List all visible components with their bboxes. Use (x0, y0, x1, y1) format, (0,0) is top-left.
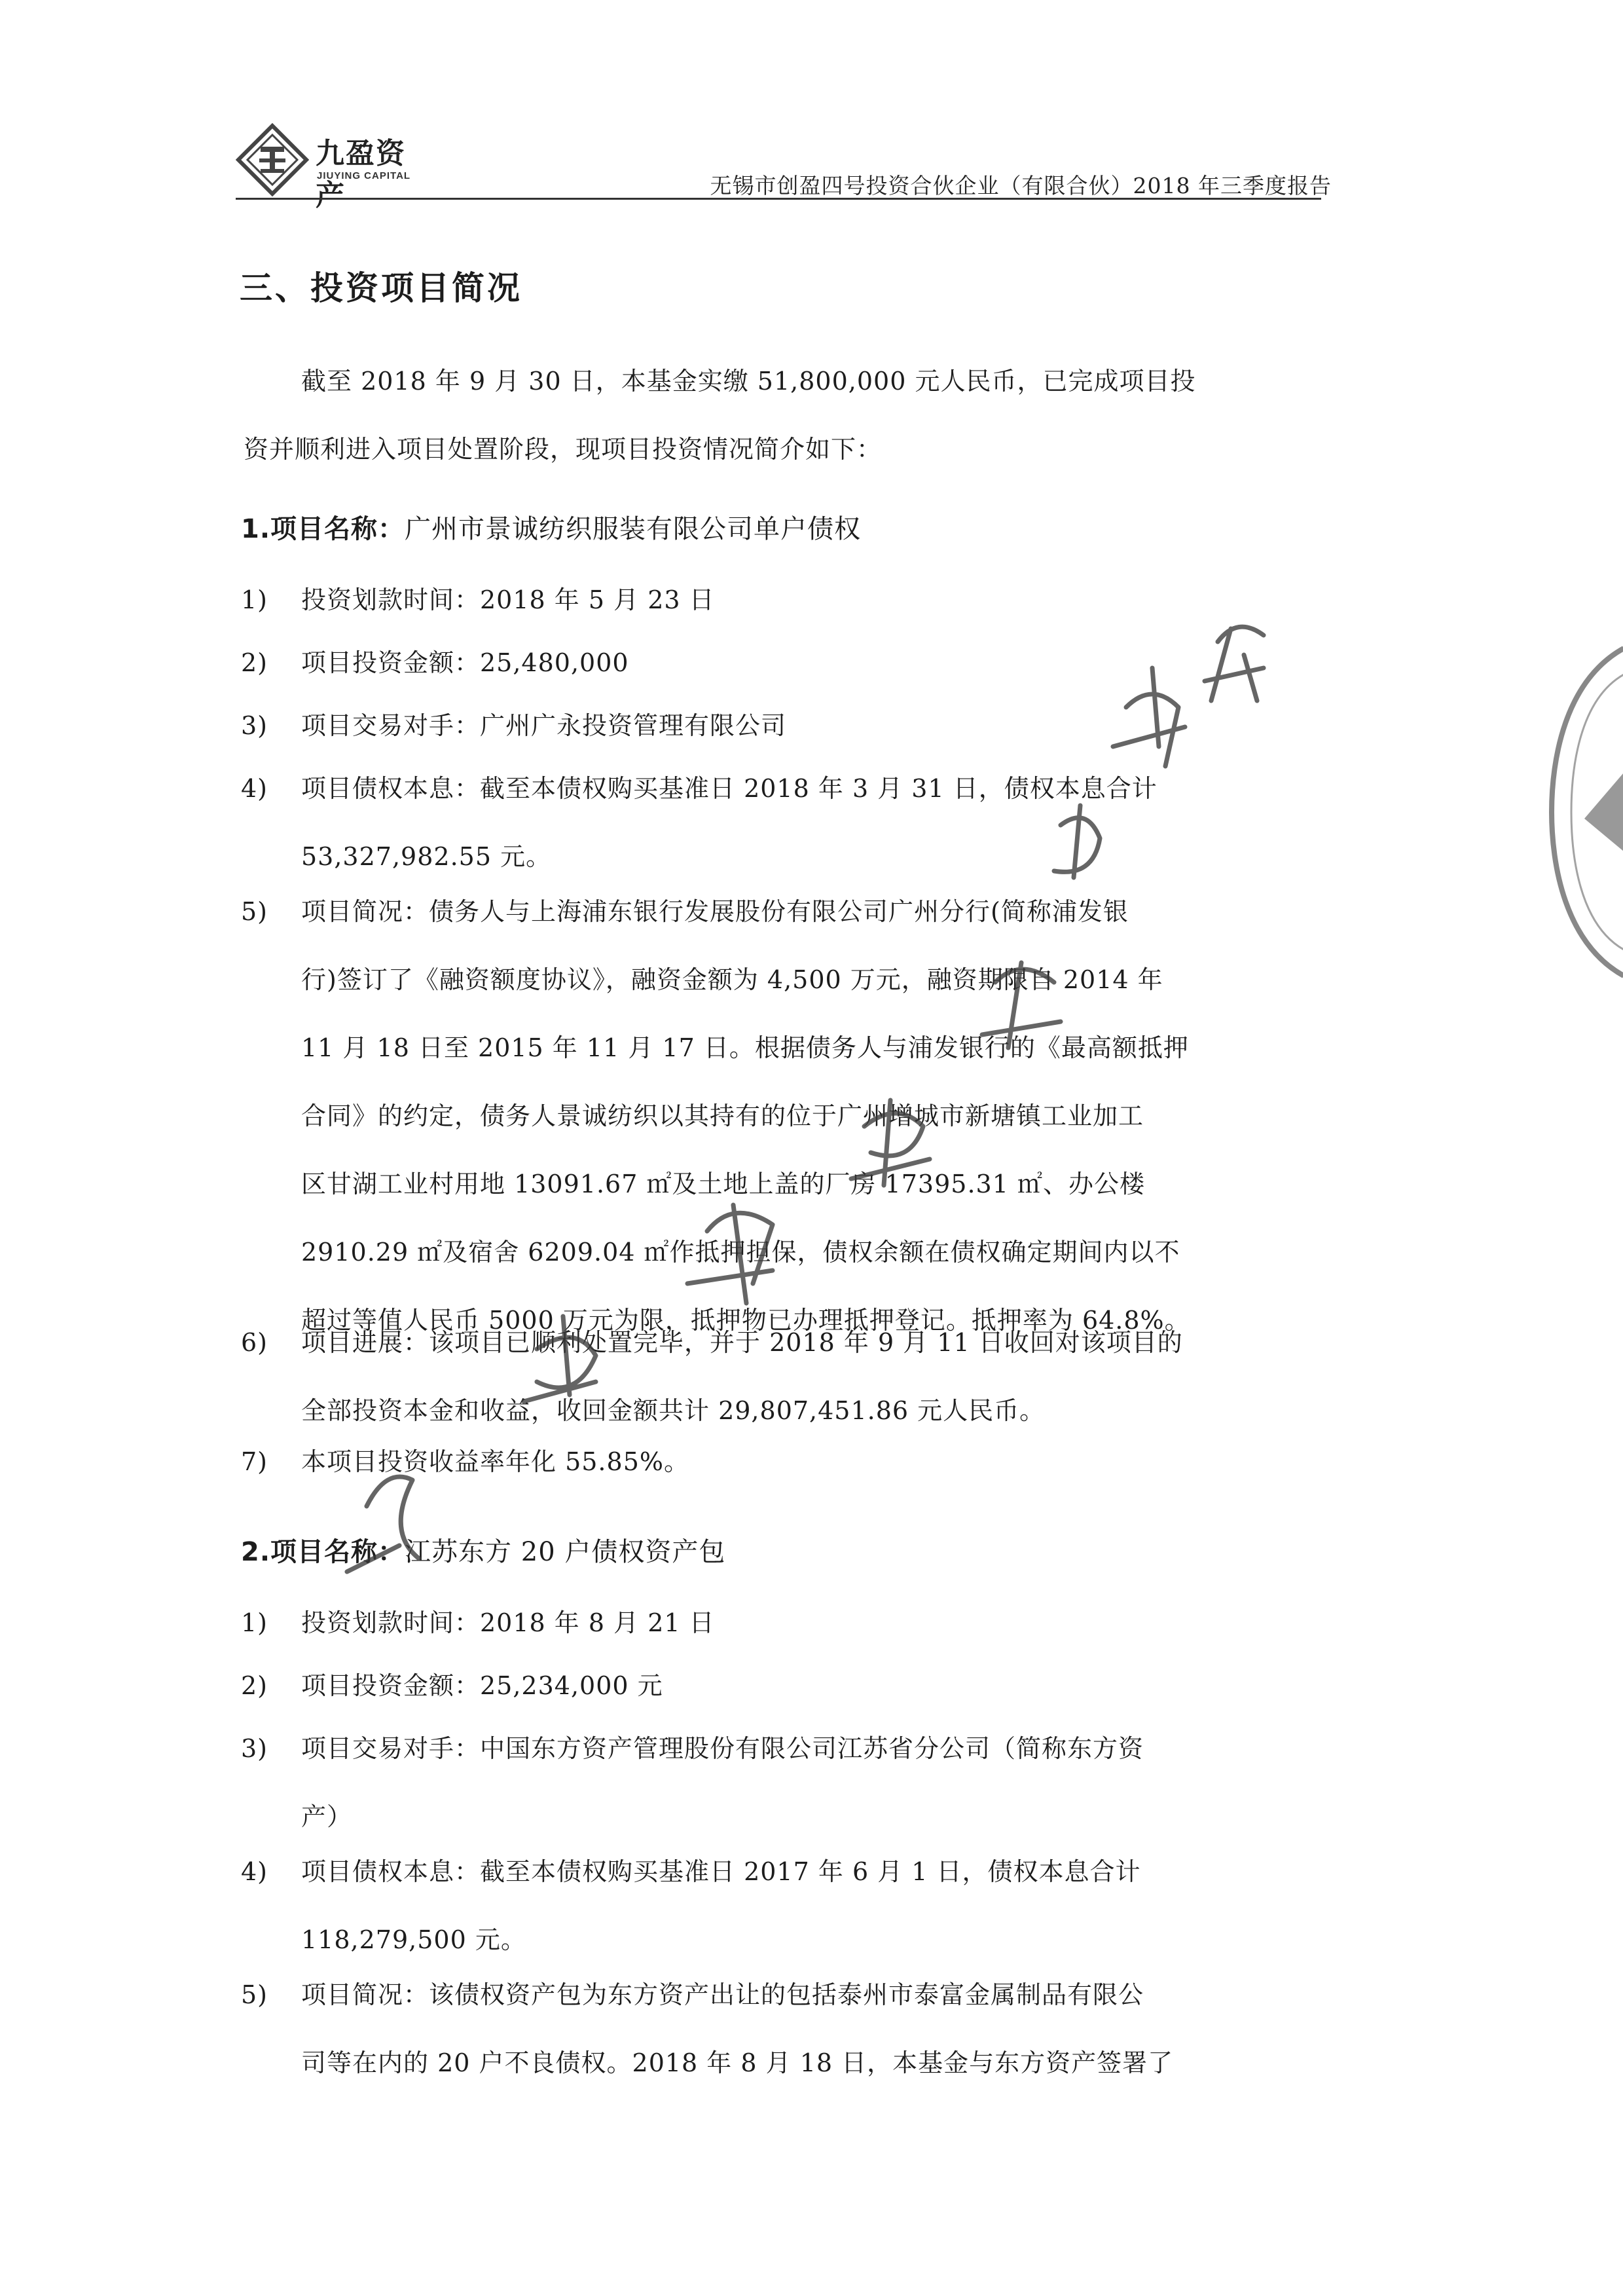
item-line: 项目简况：债务人与上海浦东银行发展股份有限公司广州分行(简称浦发银 (301, 897, 1129, 926)
item-line: 区甘湖工业村用地 13091.67 ㎡及土地上盖的厂房 17395.31 ㎡、办公楼 (301, 1170, 1145, 1198)
item-marker: 1) (241, 585, 268, 614)
item-line: 合同》的约定，债务人景诚纺织以其持有的位于广州增城市新塘镇工业加工 (301, 1102, 1144, 1130)
item-line: 项目投资金额：25,234,000 元 (301, 1671, 663, 1700)
logo-emblem-icon (236, 123, 309, 196)
item-line: 118,279,500 元。 (301, 1925, 526, 1954)
item-marker: 5) (241, 897, 268, 926)
logo-subtitle: JIUYING CAPITAL (317, 170, 411, 181)
project-name: 广州市景诚纺织服装有限公司单户债权 (405, 514, 862, 544)
intro-paragraph (244, 347, 1324, 483)
item-line: 产） (301, 1802, 353, 1831)
item-marker: 1) (241, 1608, 268, 1637)
item-line: 53,327,982.55 元。 (301, 842, 552, 871)
item-line: 项目交易对手：中国东方资产管理股份有限公司江苏省分公司（简称东方资 (301, 1734, 1144, 1763)
item-line: 投资划款时间：2018 年 5 月 23 日 (301, 585, 715, 614)
logo-name: 九盈资产 (316, 137, 406, 212)
header-divider (236, 198, 1321, 200)
item-line: 全部投资本金和收益，收回金额共计 29,807,451.86 元人民币。 (301, 1396, 1046, 1425)
item-line: 司等在内的 20 户不良债权。2018 年 8 月 18 日，本基金与东方资产签署了 (301, 2048, 1174, 2077)
item-line: 项目债权本息：截至本债权购买基准日 2017 年 6 月 1 日，债权本息合计 (301, 1857, 1141, 1886)
seal-fragment (1525, 642, 1623, 982)
item-line: 项目简况：该债权资产包为东方资产出让的包括泰州市泰富金属制品有限公 (301, 1980, 1144, 2009)
item-line: 11 月 18 日至 2015 年 11 月 17 日。根据债务人与浦发银行的《最高额抵押 (301, 1033, 1189, 1062)
company-logo (236, 111, 426, 210)
item-marker: 2) (241, 648, 268, 677)
item-line: 项目进展：该项目已顺利处置完毕，并于 2018 年 9 月 11 日收回对该项目的 (301, 1328, 1183, 1357)
item-line: 2910.29 ㎡及宿舍 6209.04 ㎡作抵押担保，债权余额在债权确定期间内以不 (301, 1238, 1180, 1267)
project-title (241, 1531, 725, 1568)
item-line: 本项目投资收益率年化 55.85%。 (301, 1447, 689, 1476)
project-number: 1.项目名称： (241, 514, 405, 544)
item-marker: 2) (241, 1671, 268, 1700)
seal-edge-icon (1525, 642, 1623, 982)
intro-line: 资并顺利进入项目处置阶段，现项目投资情况简介如下： (244, 435, 883, 464)
item-marker: 3) (241, 711, 268, 740)
item-line: 项目交易对手：广州广永投资管理有限公司 (301, 711, 787, 740)
project-name: 江苏东方 20 户债权资产包 (405, 1537, 726, 1567)
item-marker: 6) (241, 1328, 268, 1357)
item-line: 超过等值人民币 5000 万元为限，抵押物已办理抵押登记。抵押率为 64.8%。 (301, 1306, 1190, 1335)
item-marker: 5) (241, 1980, 268, 2009)
item-line: 项目债权本息：截至本债权购买基准日 2018 年 3 月 31 日，债权本息合计 (301, 774, 1158, 803)
section-title: 三、投资项目简况 (240, 269, 522, 307)
project-title (241, 508, 861, 546)
report-title: 无锡市创盈四号投资合伙企业（有限合伙）2018 年三季度报告 (710, 173, 1332, 198)
item-line: 行)签订了《融资额度协议》，融资金额为 4,500 万元，融资期限自 2014 年 (301, 965, 1163, 994)
item-marker: 3) (241, 1734, 268, 1763)
item-line: 项目投资金额：25,480,000 (301, 648, 629, 677)
project-number: 2.项目名称： (241, 1537, 405, 1567)
intro-line: 截至 2018 年 9 月 30 日，本基金实缴 51,800,000 元人民币，已完成项目投 (301, 367, 1196, 396)
item-line: 投资划款时间：2018 年 8 月 21 日 (301, 1608, 715, 1637)
item-marker: 7) (241, 1447, 268, 1476)
item-marker: 4) (241, 774, 268, 803)
item-marker: 4) (241, 1857, 268, 1886)
